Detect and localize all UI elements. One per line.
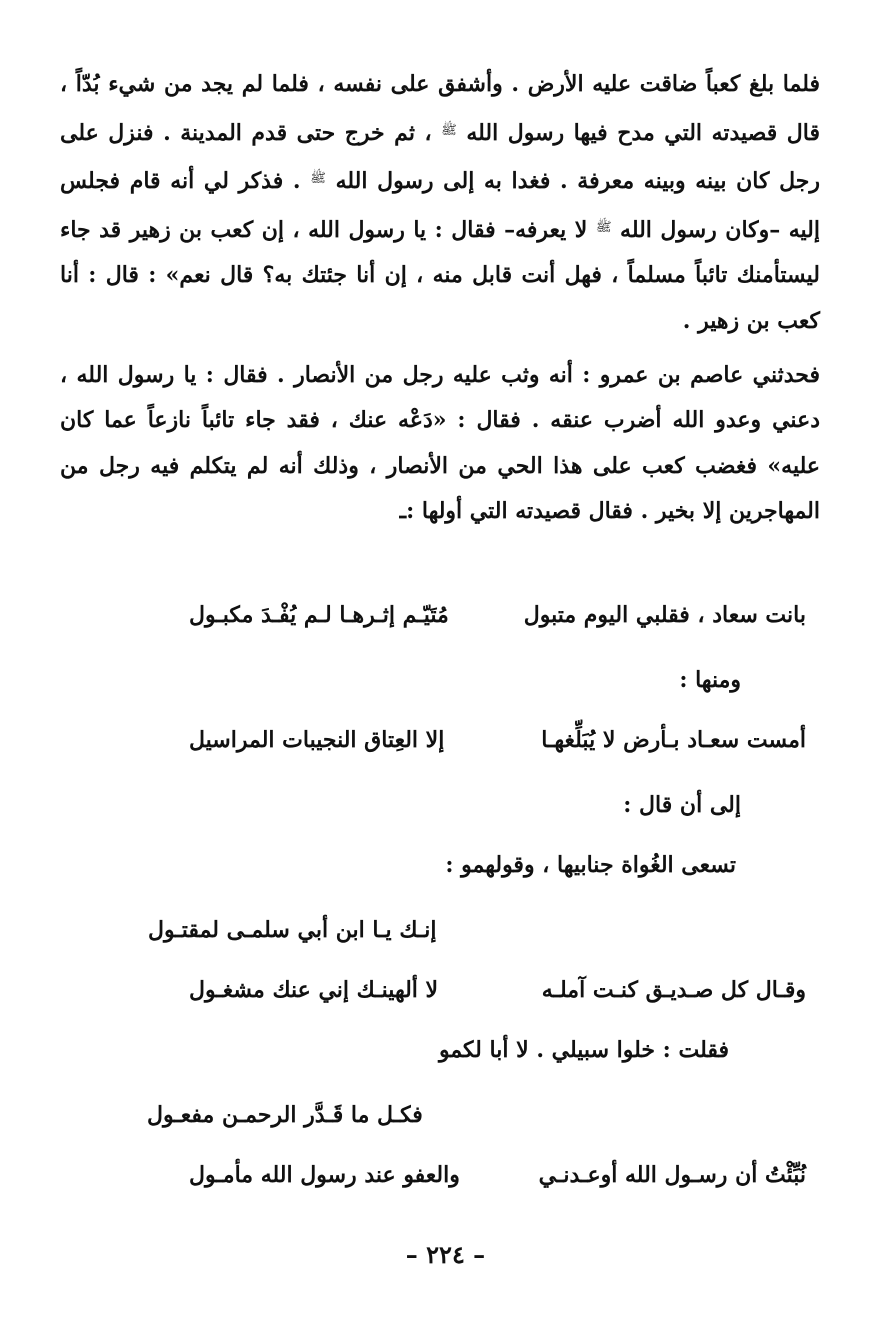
line-fakullu: فكـل ما قَـدَّر الرحمـن مفعـول (147, 1102, 423, 1128)
label-ila-an-qala: إلى أن قال : (623, 792, 741, 818)
verse-2-second-hemistich: إلا العِتاق النجيبات المراسيل (189, 727, 445, 753)
verse-3-first-hemistich: وقـال كل صـديـق كنـت آملـه (541, 977, 806, 1003)
line-innaka: إنـك يـا ابن أبي سلمـى لمقتـول (148, 917, 437, 943)
salawat-symbol: ﷺ (595, 219, 612, 235)
paragraph-1: فلما بلغ كعباً ضاقت عليه الأرض . وأشفق على نفسه ، فلما لم يجد من شيء بُدّاً ، قال قصيدته التي مدح فيها رسول الله $^ﷺ$ ، ثم خرج حتى قدم المدينة . فنزل على رجل كان بينه وبينه معرفة . فغدا به إلى رسول الله $^ﷺ$ . فذكر لي أنه قام فجلس إليه –وكان رسول الله $^ﷺ$ لا يعرفه– فقال : يا رسول الله ، إن كعب بن زهير قد جاء ليستأمنك تائباً مسلماً ، فهل أنت قابل منه ، إن أنا جئتك به؟ قال نعم» : قال : أنا كعب بن زهير . (60, 71, 820, 334)
label-minha: ومنها : (679, 667, 741, 693)
verse-1-second-hemistich: مُتَيّـم إثـرهـا لـم يُفْـدَ مكبـول (189, 602, 449, 628)
verse-3 (189, 965, 806, 1015)
salawat-symbol: ﷺ (310, 171, 326, 187)
paragraph-2: فحدثني عاصم بن عمرو : أنه وثب عليه رجل من الأنصار . فقال : يا رسول الله ، دعني وعدو الله أضرب عنقه . فقال : «دَعْه عنك ، فقد جاء تائباً نازعاً عما كان عليه» فغضب كعب على هذا الحي من الأنصار ، وذلك أنه لم يتكلم فيه رجل من المهاجرين إلا بخير . فقال قصيدته التي أولها :ـ (60, 361, 820, 525)
verse-1 (189, 590, 806, 640)
verse-2-first-hemistich: أمست سعـاد بـأرض لا يُبَلِّغهـا (541, 727, 806, 753)
verse-4-first-hemistich: نُبِّئْتُ أن رسـول الله أوعـدنـي (538, 1162, 806, 1188)
line-faqultu: فقلت : خلوا سبيلي . لا أبا لكمو (438, 1037, 729, 1063)
verse-1-first-hemistich: بانت سعاد ، فقلبي اليوم متبول (523, 602, 806, 628)
verse-3-second-hemistich: لا ألهينـك إني عنك مشغـول (189, 977, 439, 1003)
verse-2 (189, 715, 806, 765)
salawat-symbol: ﷺ (441, 122, 457, 138)
page-number: – ٢٢٤ – (405, 1240, 486, 1269)
verse-4 (189, 1150, 806, 1200)
line-tasa-alghuwat: تسعى الغُواة جنابيها ، وقولهمو : (445, 852, 736, 878)
verse-4-second-hemistich: والعفو عند رسول الله مأمـول (189, 1162, 460, 1188)
